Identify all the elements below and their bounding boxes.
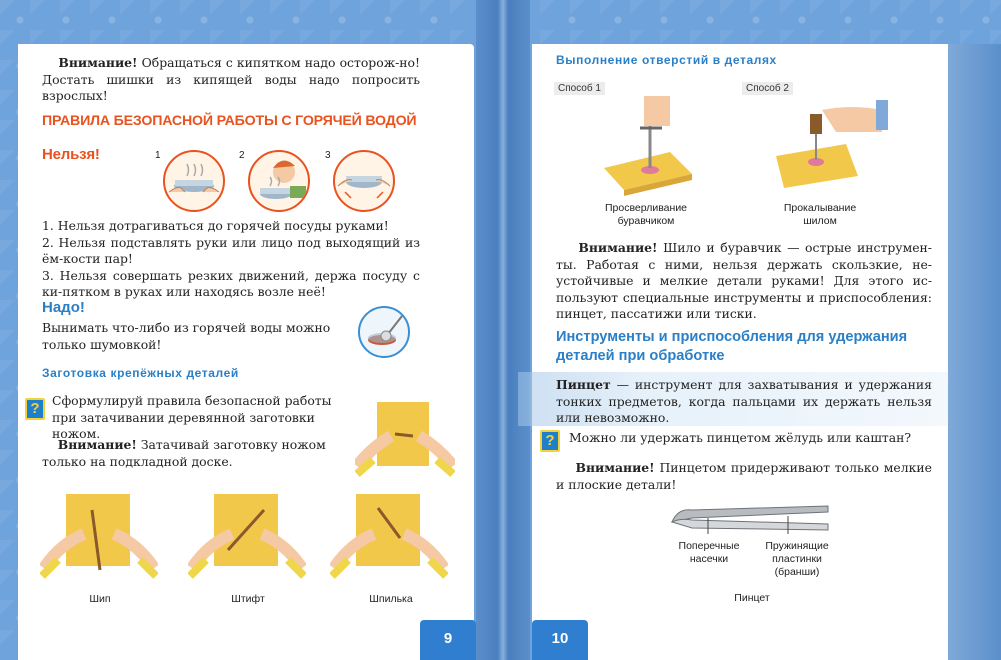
left-warning-2 — [42, 437, 342, 470]
warning-text: Обращаться с кипятком надо осторож-но! Достать шишки из кипящей воды надо попросить взрослых! — [42, 55, 420, 103]
caption-gimlet: Просверливание буравчиком — [604, 202, 688, 227]
caption-tenon: Шип — [89, 593, 111, 605]
caption-awl: Прокалывание шилом — [783, 202, 857, 227]
caption-pin: Шпилька — [369, 593, 413, 605]
warning-label: Внимание! — [58, 55, 138, 70]
rule-2: 2. Нельзя подставлять руки или лицо под выходящий из ём-кости пар! — [42, 234, 420, 266]
awl-illustration — [772, 96, 888, 194]
tweezers-definition — [556, 377, 932, 427]
needed-text: Вынимать что-либо из горячей воды можно только шумовкой! — [42, 320, 331, 352]
right-subheading: Выполнение отверстий в деталях — [556, 53, 777, 67]
rule-number-2: 2 — [239, 150, 245, 161]
tweezer-label-notches: Поперечные насечки — [678, 540, 740, 565]
warning-text: Затачивай заготовку ножом только на подкладной доске. — [42, 437, 326, 469]
rule-number-3: 3 — [325, 150, 331, 161]
book-spine — [476, 0, 530, 660]
sharpening-illustration — [355, 396, 455, 485]
question-icon: ? — [25, 398, 45, 420]
warning-text: Пинцетом придерживают только мелкие и плоские детали! — [556, 460, 932, 492]
right-question: Можно ли удержать пинцетом жёлудь или каштан? — [569, 430, 912, 445]
definition-text: — инструмент для захватывания и удержания тонких предметов, когда пальцами их держать нельзя или невозможно. — [556, 377, 932, 425]
left-subheading: Заготовка крепёжных деталей — [42, 366, 239, 380]
gimlet-illustration — [600, 92, 696, 200]
right-warning — [556, 240, 932, 323]
page-number-right: 10 — [532, 620, 588, 660]
page-number-left: 9 — [420, 620, 476, 660]
warning-label: Внимание! — [57, 437, 137, 452]
skimmer-illustration — [358, 306, 410, 358]
needed-label: Надо! — [42, 299, 85, 316]
pin-illustration — [330, 490, 448, 586]
question-icon: ? — [540, 430, 560, 452]
tenon-illustration — [40, 490, 158, 586]
steam-face-illustration-2 — [248, 150, 310, 212]
carry-dish-illustration-3 — [333, 150, 395, 212]
tweezers-illustration — [668, 500, 832, 544]
right-title: Инструменты и приспособления для удержания деталей при обработке — [556, 329, 908, 364]
warning-label: Внимание! — [578, 240, 658, 255]
hot-dish-illustration-1 — [163, 150, 225, 212]
left-question: Сформулируй правила безопасной работы при затачивании деревянной заготовки ножом. — [52, 393, 332, 441]
definition-term: Пинцет — [556, 377, 611, 392]
warning-text: Шило и буравчик — острые инструмен-ты. Работая с ними, нельзя держать скользкие, не-устойчивые и мелкие детали руками! Для этого ис-пользуют специальные инструменты и приспособления: пинцет, пассатижи или тиски. — [556, 240, 932, 321]
rule-number-1: 1 — [155, 150, 161, 161]
caption-dowel: Штифт — [231, 593, 265, 605]
warning-label: Внимание! — [575, 460, 655, 475]
tweezer-caption: Пинцет — [734, 592, 770, 604]
method-2-tag: Способ 2 — [742, 82, 793, 95]
method-1-tag: Способ 1 — [554, 82, 605, 95]
left-warning-top — [42, 55, 420, 105]
forbidden-rules — [42, 218, 420, 301]
rule-3: 3. Нельзя совершать резких движений, держа посуду с ки-пятком в руках или находясь возле неё! — [42, 267, 420, 299]
rule-1: 1. Нельзя дотрагиваться до горячей посуды руками! — [42, 218, 389, 233]
right-margin-band — [948, 44, 1001, 660]
right-warning-2 — [556, 460, 932, 493]
forbidden-label: Нельзя! — [42, 146, 100, 163]
tweezer-label-springs: Пружинящие пластинки (бранши) — [765, 540, 829, 578]
left-title: ПРАВИЛА БЕЗОПАСНОЙ РАБОТЫ С ГОРЯЧЕЙ ВОДОЙ — [42, 113, 417, 129]
dowel-illustration — [188, 490, 306, 586]
